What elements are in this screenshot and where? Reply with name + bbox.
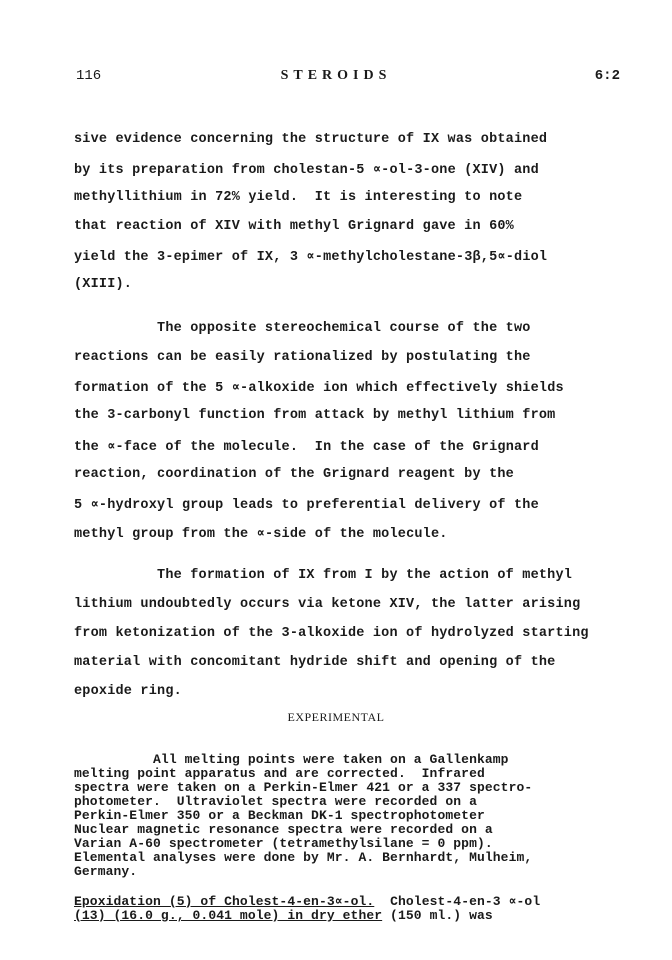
body-line: lithium undoubtedly occurs via ketone XIV, the latter arising [74,597,581,612]
procedure-text: (150 ml.) was [382,908,493,923]
body-line: the 3-carbonyl function from attack by methyl lithium from [74,408,556,423]
body-line: (XIII). [74,277,133,292]
body-line: sive evidence concerning the structure of IX was obtained [74,132,548,147]
body-line: by its preparation from cholestan-5 ∝-ol-3-one (XIV) and [74,163,539,178]
body-line: reaction, coordination of the Grignard reagent by the [74,467,514,482]
experimental-line: Varian A-60 spectrometer (tetramethylsilane = 0 ppm). [74,836,493,851]
experimental-line: All melting points were taken on a Gallenkamp [74,752,509,767]
experimental-line: melting point apparatus and are corrected. Infrared [74,766,485,781]
experimental-line: Elemental analyses were done by Mr. A. Bernhardt, Mulheim, [74,850,533,865]
body-line: 5 ∝-hydroxyl group leads to preferential delivery of the [74,498,539,513]
body-line: formation of the 5 ∝-alkoxide ion which effectively shields [74,381,564,396]
experimental-line: photometer. Ultraviolet spectra were recorded on a [74,794,477,809]
body-line: that reaction of XIV with methyl Grignard gave in 60% [74,219,514,234]
experimental-line: Germany. [74,864,138,879]
procedure-underlined-text: (13) (16.0 g., 0.041 mole) in dry ether [74,908,383,923]
body-line: methyllithium in 72% yield. It is interesting to note [74,190,523,205]
procedure-text: Cholest-4-en-3 ∝-ol [374,894,541,909]
body-line: from ketonization of the 3-alkoxide ion of hydrolyzed starting [74,626,589,641]
body-line: reactions can be easily rationalized by postulating the [74,350,531,365]
experimental-line: Nuclear magnetic resonance spectra were recorded on a [74,822,493,837]
body-line: yield the 3-epimer of IX, 3 ∝-methylcholestane-3β,5∝-diol [74,250,548,265]
section-heading: EXPERIMENTAL [287,710,385,724]
procedure-line-1 [74,895,540,908]
body-line: the ∝-face of the molecule. In the case of the Grignard [74,440,539,455]
experimental-line: spectra were taken on a Perkin-Elmer 421 or a 337 spectro- [74,780,533,795]
experimental-line: Perkin-Elmer 350 or a Beckman DK-1 spectrophotometer [74,808,485,823]
procedure-title: Epoxidation (5) of Cholest-4-en-3∝-ol. [74,894,375,909]
body-line: material with concomitant hydride shift and opening of the [74,655,556,670]
issue-number: 6:2 [594,68,620,84]
body-line: epoxide ring. [74,684,182,699]
body-line: The formation of IX from I by the action of methyl [74,568,573,583]
procedure-line-2 [74,909,493,922]
page-number: 116 [76,68,102,84]
body-line: The opposite stereochemical course of the two [74,321,531,336]
body-line: methyl group from the ∝-side of the molecule. [74,527,448,542]
journal-title: STEROIDS [280,68,392,83]
